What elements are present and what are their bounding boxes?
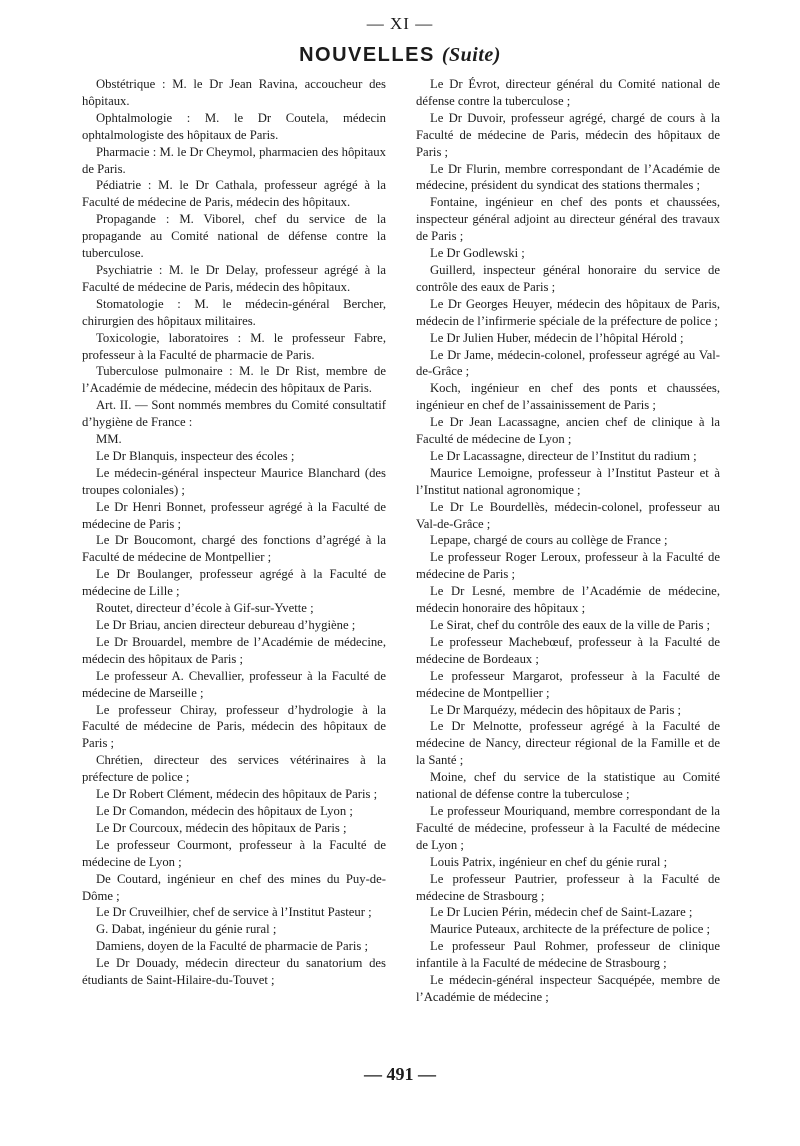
page-number: — 491 — bbox=[364, 1064, 436, 1084]
paragraph: Fontaine, ingénieur en chef des ponts et chaussées, inspecteur général adjoint au directeur général des travaux de Paris ; bbox=[416, 195, 720, 244]
paragraph: De Coutard, ingénieur en chef des mines du Puy-de-Dôme ; bbox=[82, 871, 386, 903]
paragraph: Le Dr Brouardel, membre de l’Académie de médecine, médecin des hôpitaux de Paris ; bbox=[82, 634, 386, 666]
paragraph: Stomatologie : M. le médecin-général Bercher, chirurgien des hôpitaux militaires. bbox=[82, 296, 386, 328]
paragraph: Le Dr Lacassagne, directeur de l’Institut du radium ; bbox=[430, 448, 697, 463]
paragraph: Le Sirat, chef du contrôle des eaux de la ville de Paris ; bbox=[430, 618, 711, 632]
paragraph: Le Dr Douady, médecin directeur du sanatorium des étudiants de Saint-Hilaire-du-Touvet ; bbox=[82, 956, 386, 988]
paragraph: Lepape, chargé de cours au collège de France ; bbox=[430, 533, 668, 548]
paragraph: Propagande : M. Viborel, chef du service de la propagande au Comité national de défense contre la tuberculose. bbox=[82, 212, 386, 261]
paragraph: Le Dr Le Bourdellès, médecin-colonel, professeur au Val-de-Grâce ; bbox=[416, 499, 720, 531]
paragraph: Le Dr Marquézy, médecin des hôpitaux de Paris ; bbox=[430, 702, 682, 717]
paragraph: Le professeur A. Chevallier, professeur à la Faculté de médecine de Marseille ; bbox=[82, 668, 386, 700]
page-heading bbox=[0, 44, 800, 67]
paragraph: Le professeur Margarot, professeur à la Faculté de médecine de Montpellier ; bbox=[416, 668, 720, 700]
paragraph: Le Dr Jame, médecin-colonel, professeur agrégé au Val-de-Grâce ; bbox=[416, 347, 720, 379]
paragraph: Le Dr Cruveilhier, chef de service à l’Institut Pasteur ; bbox=[96, 905, 372, 920]
paragraph: Le professeur Courmont, professeur à la Faculté de médecine de Lyon ; bbox=[82, 837, 386, 869]
paragraph: Le Dr Jean Lacassagne, ancien chef de clinique à la Faculté de médecine de Lyon ; bbox=[416, 415, 720, 447]
paragraph: Le Dr Robert Clément, médecin des hôpitaux de Paris ; bbox=[96, 787, 378, 802]
paragraph: Routet, directeur d’école à Gif-sur-Yvette ; bbox=[96, 601, 314, 616]
paragraph: Le professeur Pautrier, professeur à la Faculté de médecine de Strasbourg ; bbox=[416, 871, 720, 903]
paragraph: Le Dr Évrot, directeur général du Comité national de défense contre la tuberculose ; bbox=[416, 77, 720, 108]
paragraph: Le Dr Boulanger, professeur agrégé à la Faculté de médecine de Lille ; bbox=[82, 567, 386, 599]
paragraph: Le Dr Godlewski ; bbox=[430, 246, 525, 261]
paragraph: Le Dr Georges Heuyer, médecin des hôpitaux de Paris, médecin de l’infirmerie spéciale de la préfecture de police ; bbox=[416, 296, 720, 328]
paragraph: Le médecin-général inspecteur Sacquépée, membre de l’Académie de médecine ; bbox=[416, 973, 720, 1004]
paragraph: Guillerd, inspecteur général honoraire du service de contrôle des eaux de Paris ; bbox=[416, 262, 720, 294]
paragraph: Le médecin-général inspecteur Maurice Blanchard (des troupes coloniales) ; bbox=[82, 465, 386, 497]
paragraph: Le professeur Machebœuf, professeur à la Faculté de médecine de Bordeaux ; bbox=[416, 634, 720, 666]
paragraph: Maurice Puteaux, architecte de la préfecture de police ; bbox=[430, 922, 711, 937]
paragraph: Psychiatrie : M. le Dr Delay, professeur agrégé à la Faculté de médecine de Paris, médecin des hôpitaux. bbox=[82, 262, 386, 294]
paragraph: Moine, chef du service de la statistique au Comité national de défense contre la tuberculose ; bbox=[416, 770, 720, 802]
paragraph: Le professeur Roger Leroux, professeur à la Faculté de médecine de Paris ; bbox=[416, 550, 720, 582]
paragraph: Louis Patrix, ingénieur en chef du génie rural ; bbox=[430, 854, 668, 869]
paragraph: Le professeur Mouriquand, membre correspondant de la Faculté de médecine, professeur à la Faculté de médecine de Lyon ; bbox=[416, 803, 720, 852]
paragraph: Le Dr Lesné, membre de l’Académie de médecine, médecin honoraire des hôpitaux ; bbox=[416, 584, 720, 616]
paragraph: Le professeur Paul Rohmer, professeur de clinique infantile à la Faculté de médecine de Strasbourg ; bbox=[416, 939, 720, 971]
paragraph: Le Dr Lucien Périn, médecin chef de Saint-Lazare ; bbox=[430, 905, 693, 920]
paragraph: Maurice Lemoigne, professeur à l’Institut Pasteur et à l’Institut national agronomique ; bbox=[416, 465, 720, 497]
paragraph: Le Dr Henri Bonnet, professeur agrégé à la Faculté de médecine de Paris ; bbox=[82, 499, 386, 531]
paragraph: Damiens, doyen de la Faculté de pharmacie de Paris ; bbox=[96, 939, 368, 954]
paragraph: Pédiatrie : M. le Dr Cathala, professeur agrégé à la Faculté de médecine de Paris, médecin des hôpitaux. bbox=[82, 178, 386, 210]
right-column bbox=[416, 76, 720, 1006]
paragraph: Pharmacie : M. le Dr Cheymol, pharmacien des hôpitaux de Paris. bbox=[82, 144, 386, 176]
heading-title: NOUVELLES bbox=[299, 44, 435, 66]
paragraph: Le Dr Boucomont, chargé des fonctions d’agrégé à la Faculté de médecine de Montpellier ; bbox=[82, 533, 386, 565]
paragraph: Le professeur Chiray, professeur d’hydrologie à la Faculté de médecine de Paris, médecin des hôpitaux de Paris ; bbox=[82, 702, 386, 751]
paragraph: Ophtalmologie : M. le Dr Coutela, médecin ophtalmologiste des hôpitaux de Paris. bbox=[82, 110, 386, 142]
paragraph: Chrétien, directeur des services vétérinaires à la préfecture de police ; bbox=[82, 753, 386, 785]
paragraph: Koch, ingénieur en chef des ponts et chaussées, ingénieur en chef de l’assainissement de Paris ; bbox=[416, 381, 720, 413]
paragraph: Toxicologie, laboratoires : M. le professeur Fabre, professeur à la Faculté de pharmacie de Paris. bbox=[82, 330, 386, 362]
paragraph: Le Dr Courcoux, médecin des hôpitaux de Paris ; bbox=[96, 820, 347, 835]
heading-subtitle: (Suite) bbox=[441, 44, 501, 66]
paragraph: Le Dr Julien Huber, médecin de l’hôpital Hérold ; bbox=[430, 330, 684, 345]
paragraph: Le Dr Flurin, membre correspondant de l’Académie de médecine, président du syndicat des stations thermales ; bbox=[416, 161, 720, 193]
paragraph: Tuberculose pulmonaire : M. le Dr Rist, membre de l’Académie de médecine, médecin des hôpitaux de Paris. bbox=[82, 364, 386, 396]
left-column bbox=[82, 76, 386, 989]
paragraph: Art. II. — Sont nommés membres du Comité consultatif d’hygiène de France : bbox=[82, 398, 386, 430]
paragraph: Le Dr Blanquis, inspecteur des écoles ; bbox=[96, 448, 295, 463]
paragraph: MM. bbox=[96, 432, 122, 447]
section-numeral: — XI — bbox=[366, 14, 434, 33]
paragraph: Le Dr Briau, ancien directeur debureau d’hygiène ; bbox=[96, 618, 356, 632]
paragraph: Le Dr Melnotte, professeur agrégé à la Faculté de médecine de Nancy, directeur régional de la Famille et de la Santé ; bbox=[416, 719, 720, 768]
paragraph: Le Dr Duvoir, professeur agrégé, chargé de cours à la Faculté de médecine de Paris, médecin des hôpitaux de Paris ; bbox=[416, 110, 720, 159]
paragraph: Le Dr Comandon, médecin des hôpitaux de Lyon ; bbox=[96, 803, 353, 818]
paragraph: G. Dabat, ingénieur du génie rural ; bbox=[96, 922, 277, 937]
paragraph: Obstétrique : M. le Dr Jean Ravina, accoucheur des hôpitaux. bbox=[82, 77, 386, 108]
